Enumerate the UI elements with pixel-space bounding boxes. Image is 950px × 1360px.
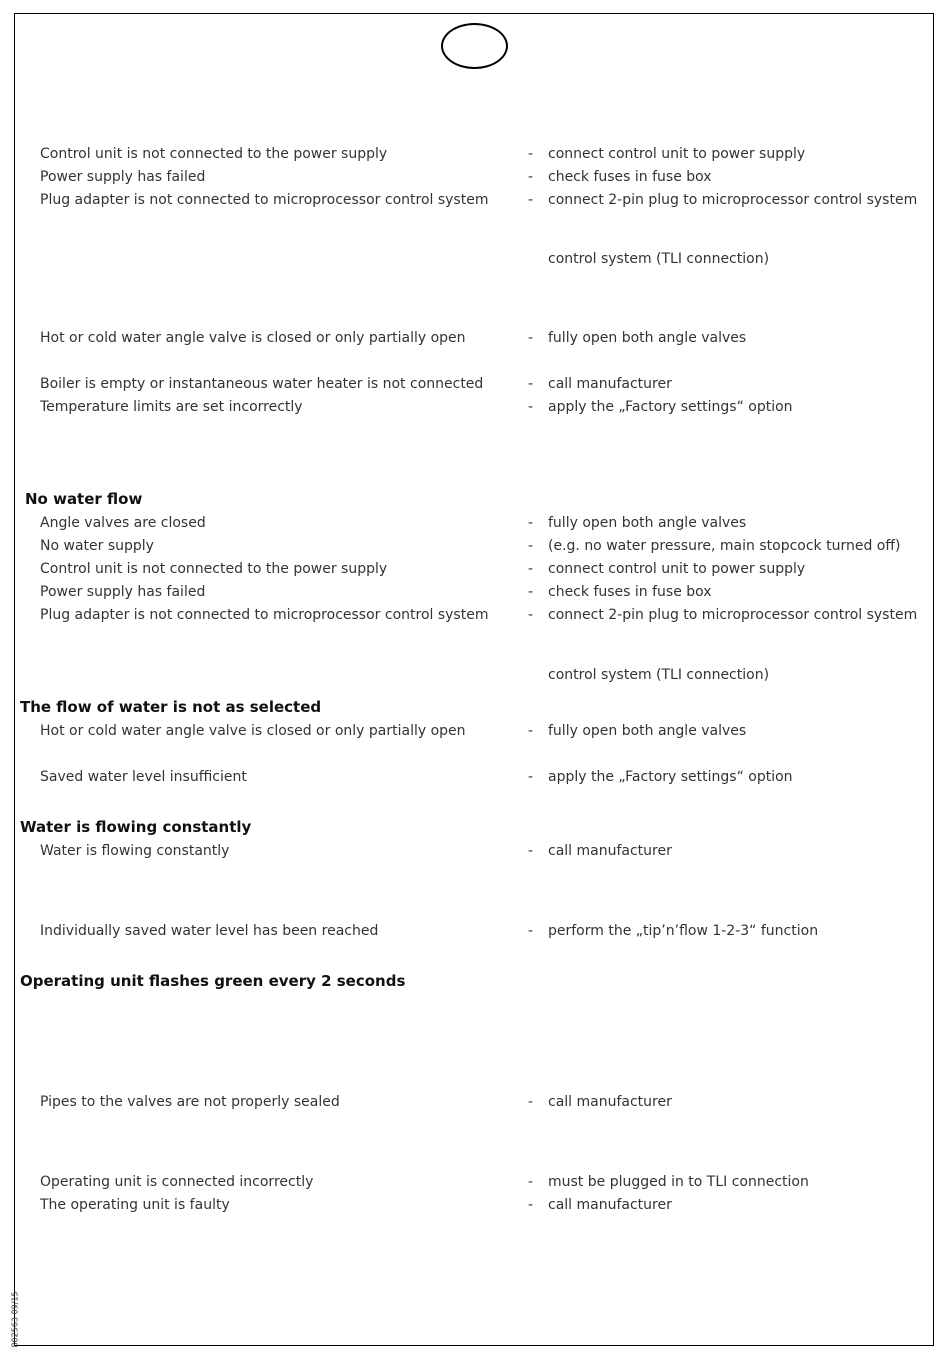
remedy-text: apply the „Factory settings“ option: [548, 399, 793, 415]
remedy-text: perform the „tip’n’flow 1-2-3“ function: [548, 923, 819, 939]
cause-text: Angle valves are closed: [40, 515, 206, 531]
section-heading-flowing-constantly: Water is flowing constantly: [20, 818, 252, 836]
cause-text: Hot or cold water angle valve is closed or only partially open: [40, 723, 466, 739]
cause-text: Boiler is empty or instantaneous water heater is not connected: [40, 376, 484, 392]
remedy-text: fully open both angle valves: [548, 515, 747, 531]
dash: -: [528, 607, 534, 623]
cause-text: Individually saved water level has been reached: [40, 923, 379, 939]
cause-text: Control unit is not connected to the power supply: [40, 146, 388, 162]
dash: -: [528, 1174, 534, 1190]
section-heading-flow-not-selected: The flow of water is not as selected: [20, 698, 322, 716]
dash: -: [528, 192, 534, 208]
dash: -: [528, 923, 534, 939]
cause-text: Power supply has failed: [40, 169, 206, 185]
section-heading-no-water-flow: No water flow: [25, 490, 143, 508]
dash: -: [528, 843, 534, 859]
dash: -: [528, 723, 534, 739]
remedy-text: (e.g. no water pressure, main stopcock turned off): [548, 538, 901, 554]
dash: -: [528, 376, 534, 392]
remedy-text: fully open both angle valves: [548, 723, 747, 739]
dash: -: [528, 330, 534, 346]
cause-text: Temperature limits are set incorrectly: [40, 399, 303, 415]
remedy-text: must be plugged in to TLI connection: [548, 1174, 809, 1190]
dash: -: [528, 561, 534, 577]
document-id: 802563 09/15: [10, 1291, 20, 1348]
remedy-text: control system (TLI connection): [548, 667, 770, 683]
remedy-text: check fuses in fuse box: [548, 169, 712, 185]
cause-text: Control unit is not connected to the power supply: [40, 561, 388, 577]
dash: -: [528, 1094, 534, 1110]
remedy-text: control system (TLI connection): [548, 251, 770, 267]
remedy-text: connect 2-pin plug to microprocessor control system: [548, 607, 918, 623]
remedy-text: fully open both angle valves: [548, 330, 747, 346]
dash: -: [528, 769, 534, 785]
language-oval-marker: [441, 23, 508, 69]
cause-text: Water is flowing constantly: [40, 843, 230, 859]
remedy-text: connect control unit to power supply: [548, 146, 806, 162]
remedy-text: connect control unit to power supply: [548, 561, 806, 577]
cause-text: The operating unit is faulty: [40, 1197, 230, 1213]
dash: -: [528, 146, 534, 162]
remedy-text: connect 2-pin plug to microprocessor control system: [548, 192, 918, 208]
dash: -: [528, 515, 534, 531]
remedy-text: check fuses in fuse box: [548, 584, 712, 600]
cause-text: Hot or cold water angle valve is closed or only partially open: [40, 330, 466, 346]
dash: -: [528, 538, 534, 554]
dash: -: [528, 399, 534, 415]
dash: -: [528, 1197, 534, 1213]
cause-text: No water supply: [40, 538, 154, 554]
cause-text: Saved water level insufficient: [40, 769, 247, 785]
cause-text: Power supply has failed: [40, 584, 206, 600]
cause-text: Plug adapter is not connected to microprocessor control system: [40, 192, 489, 208]
remedy-text: call manufacturer: [548, 843, 672, 859]
remedy-text: apply the „Factory settings“ option: [548, 769, 793, 785]
dash: -: [528, 584, 534, 600]
page-frame: [14, 13, 934, 1346]
section-heading-flashes-green: Operating unit flashes green every 2 seconds: [20, 972, 406, 990]
remedy-text: call manufacturer: [548, 376, 672, 392]
cause-text: Pipes to the valves are not properly sealed: [40, 1094, 340, 1110]
cause-text: Plug adapter is not connected to microprocessor control system: [40, 607, 489, 623]
remedy-text: call manufacturer: [548, 1197, 672, 1213]
remedy-text: call manufacturer: [548, 1094, 672, 1110]
dash: -: [528, 169, 534, 185]
cause-text: Operating unit is connected incorrectly: [40, 1174, 314, 1190]
